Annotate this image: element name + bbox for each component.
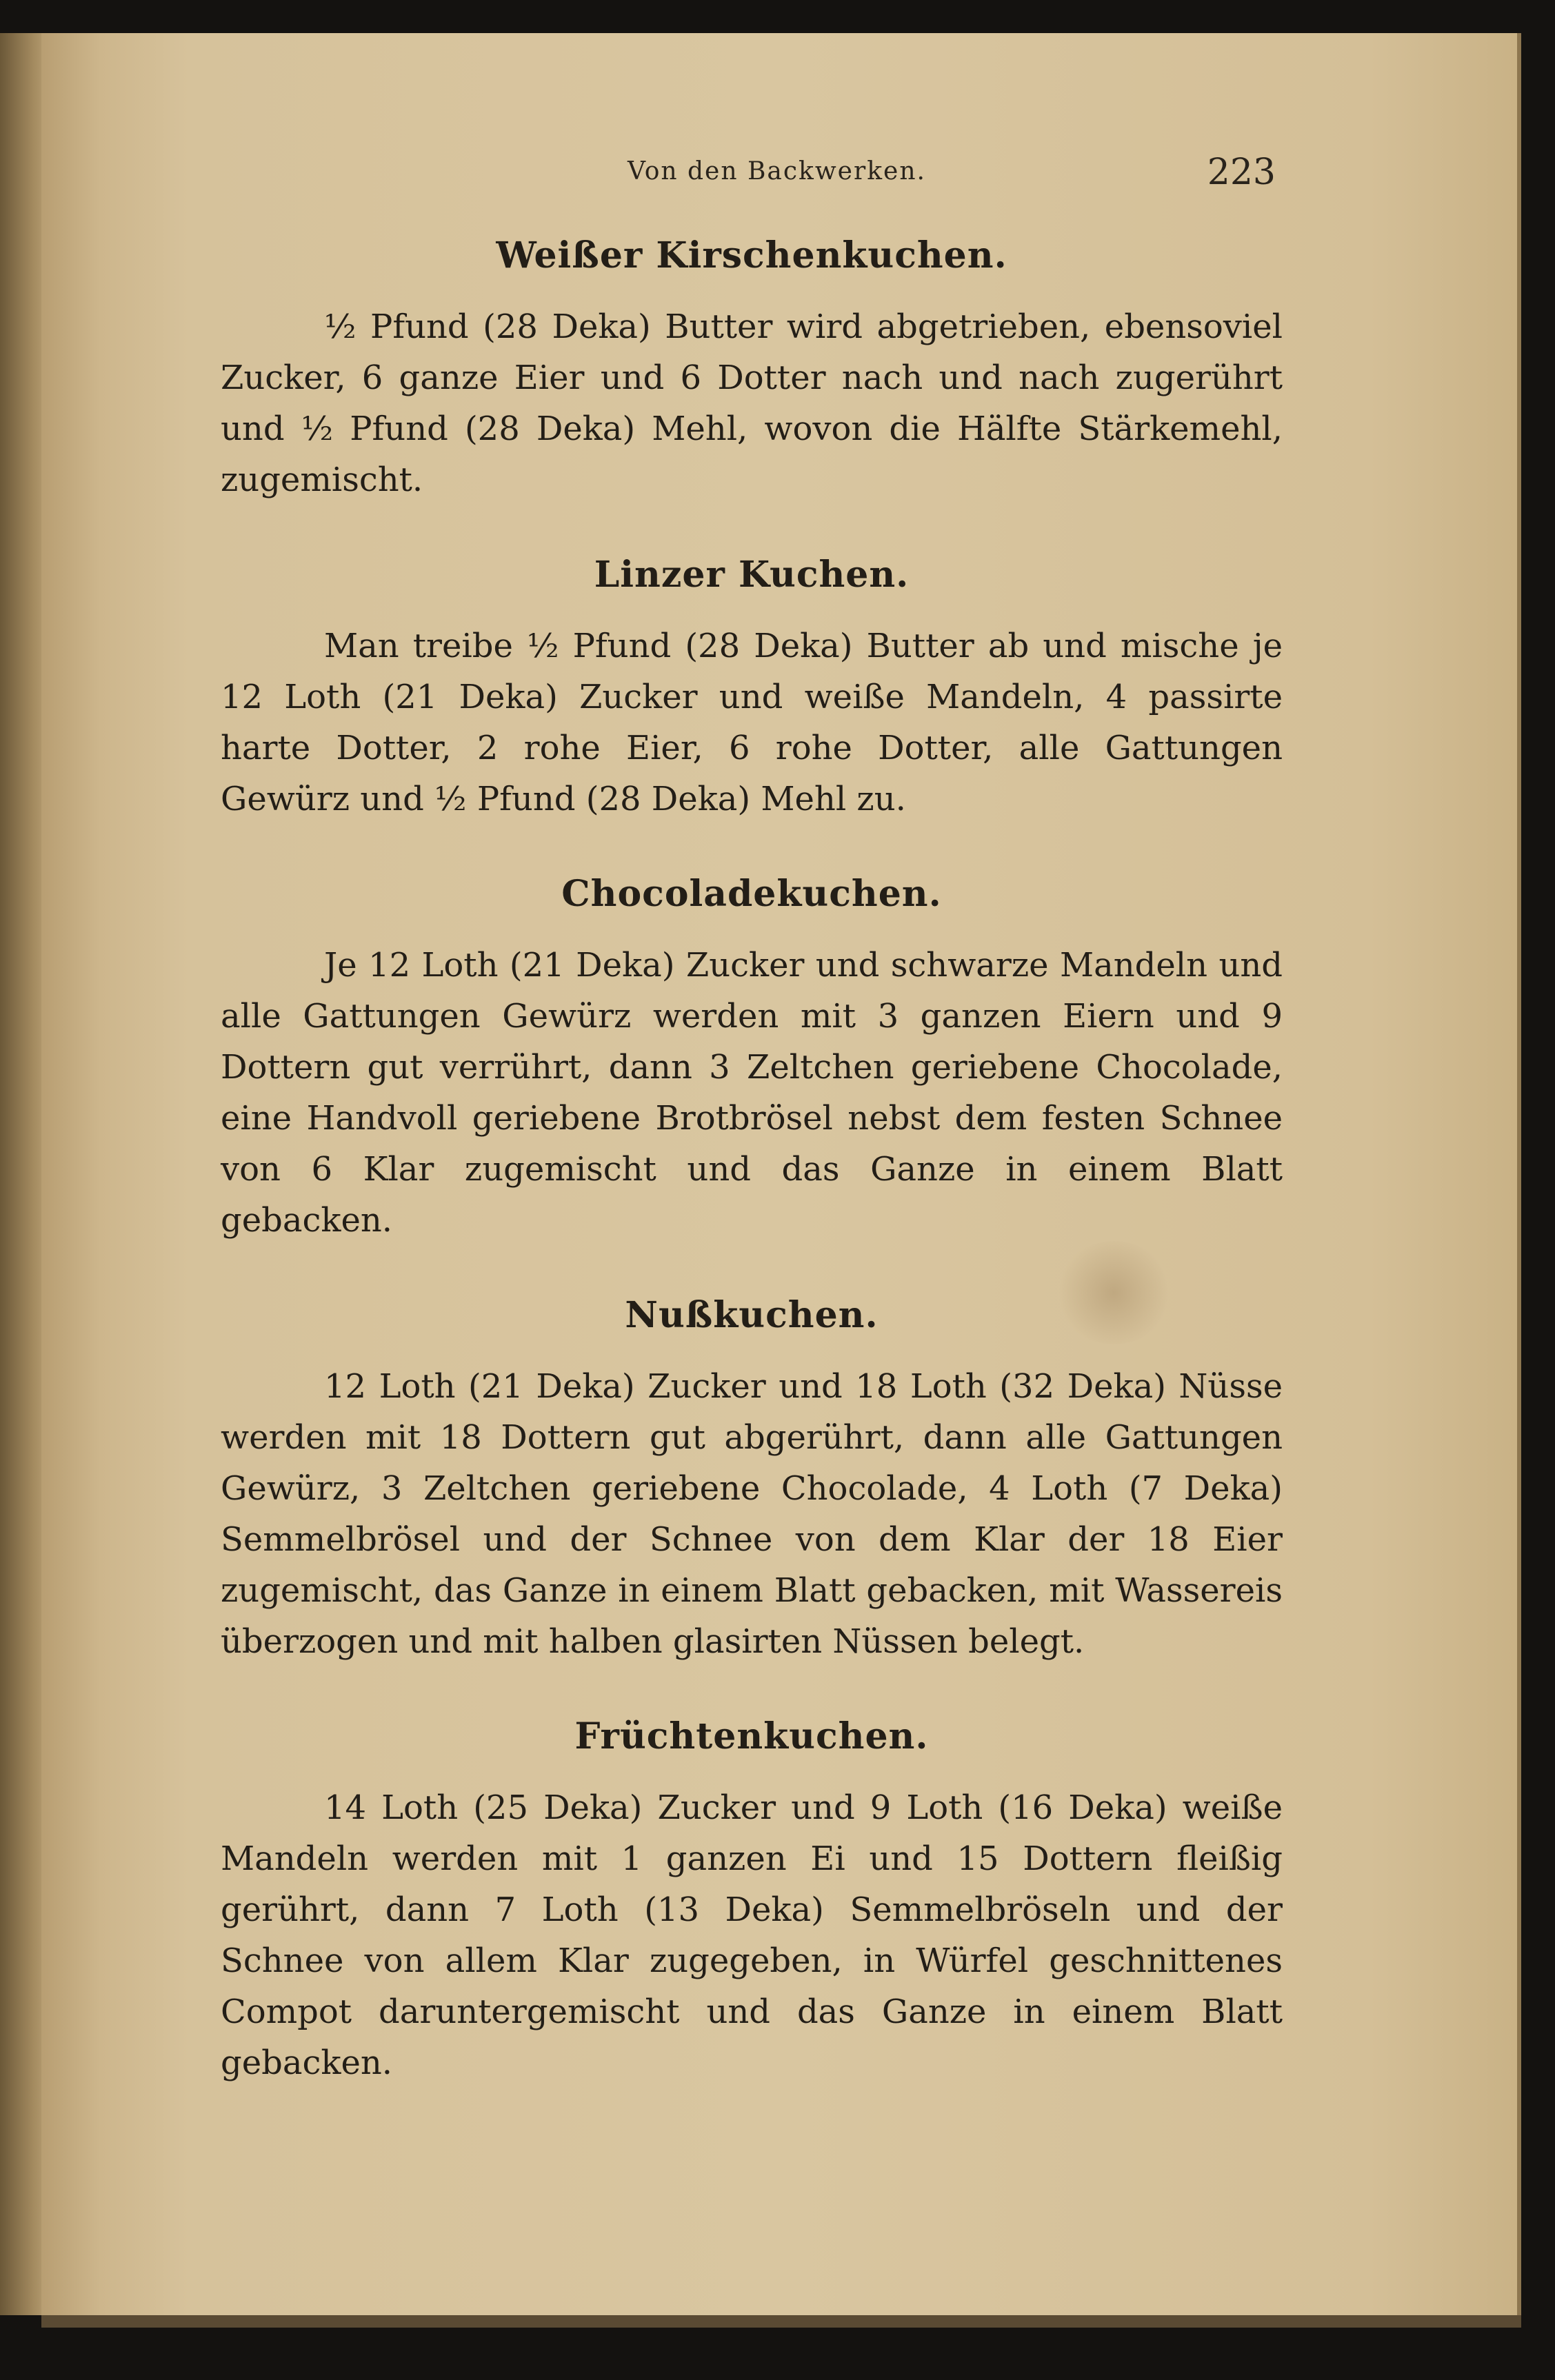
page-bottom-edge	[41, 2315, 1521, 2328]
recipe-text-chocoladekuchen: Je 12 Loth (21 Deka) Zucker und schwarze Mandeln und alle Gattungen Gewürz werden mit 3 ganzen Eiern und 9 Dottern gut verrührt, dann 3 Zeltchen geriebene Chocolade, eine Handvoll geriebene Brotbrösel nebst dem festen Schnee von 6 Klar zugemischt und das Ganze in einem Blatt gebacken.	[221, 946, 1283, 1240]
section-title-chocoladekuchen: Chocoladekuchen.	[561, 873, 942, 915]
recipe-text-fruechtenkuchen: 14 Loth (25 Deka) Zucker und 9 Loth (16 Deka) weiße Mandeln werden mit 1 ganzen Ei und 15 Dottern fleißig gerührt, dann 7 Loth (13 Deka) Semmelbröseln und der Schnee von allem Klar zugegeben, in Würfel geschnittenes Compot daruntergemischt und das Ganze in einem Blatt gebacken.	[221, 1788, 1283, 2082]
recipe-text-kirschenkuchen: ½ Pfund (28 Deka) Butter wird abgetrieben, ebensoviel Zucker, 6 ganze Eier und 6 Dotter nach und nach zugerührt und ½ Pfund (28 Deka) Mehl, wovon die Hälfte Stärkemehl, zugemischt.	[221, 307, 1283, 499]
section-title-kirschenkuchen: Weißer Kirschenkuchen.	[496, 234, 1007, 276]
section-title-nusskuchen: Nußkuchen.	[625, 1294, 879, 1336]
page-content	[221, 234, 1283, 2137]
page-header	[228, 152, 1276, 205]
running-head: Von den Backwerken.	[628, 157, 926, 185]
page-number: 223	[1207, 152, 1276, 193]
recipe-text-linzer-kuchen: Man treibe ½ Pfund (28 Deka) Butter ab und mische je 12 Loth (21 Deka) Zucker und weiße Mandeln, 4 passirte harte Dotter, 2 rohe Eier, 6 rohe Dotter, alle Gattungen Gewürz und ½ Pfund (28 Deka) Mehl zu.	[221, 627, 1283, 818]
section-title-linzer-kuchen: Linzer Kuchen.	[594, 554, 910, 596]
section-title-fruechtenkuchen: Früchtenkuchen.	[574, 1715, 929, 1757]
recipe-text-nusskuchen: 12 Loth (21 Deka) Zucker und 18 Loth (32 Deka) Nüsse werden mit 18 Dottern gut abgerührt, dann alle Gattungen Gewürz, 3 Zeltchen geriebene Chocolade, 4 Loth (7 Deka) Semmelbrösel und der Schnee von dem Klar der 18 Eier zugemischt, das Ganze in einem Blatt gebacken, mit Wassereis überzogen und mit halben glasirten Nüssen belegt.	[221, 1367, 1283, 1661]
